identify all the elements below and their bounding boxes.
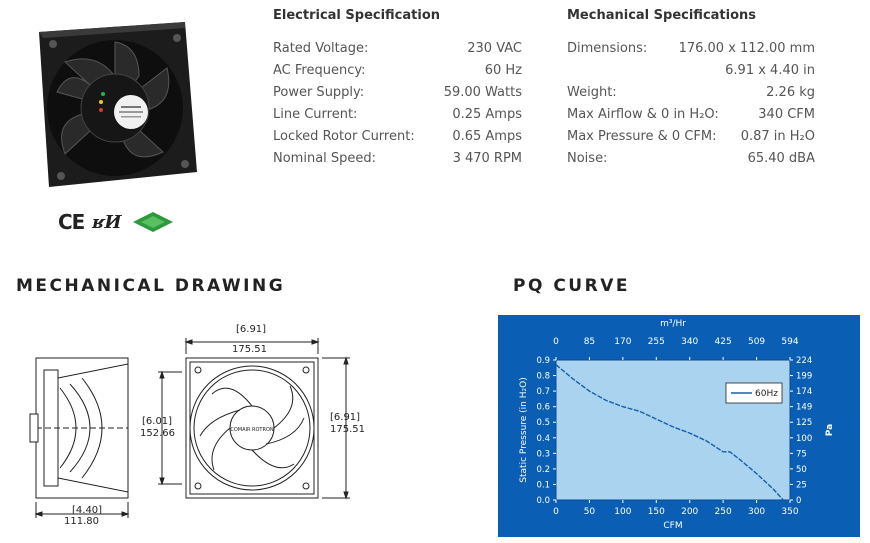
y-tick-label: 0.9	[536, 356, 550, 366]
y2-tick-label: 100	[796, 433, 813, 444]
y2-axis-title: Pa	[825, 423, 835, 437]
plot-area	[556, 360, 790, 500]
inner-height-mm-label: 152.66	[140, 428, 175, 439]
y2-tick-label: 50	[796, 464, 807, 475]
x2-tick-label: 509	[747, 337, 766, 347]
x2-tick-label: 0	[553, 337, 559, 347]
spec-value: 6.91 x 4.40 in	[725, 63, 815, 78]
spec-label: AC Frequency:	[273, 63, 366, 78]
y2-tick-label: 125	[796, 418, 813, 429]
legend-label: 60Hz	[755, 389, 778, 399]
x2-tick-label: 255	[647, 337, 665, 347]
spec-row	[567, 151, 815, 171]
y2-tick-label: 75	[796, 449, 807, 460]
mechanical-spec-title: Mechanical Specifications	[567, 8, 757, 23]
y-tick-label: 0.4	[536, 433, 550, 444]
spec-value: 0.65 Amps	[452, 129, 522, 144]
pq-curve-heading: PQ CURVE	[513, 276, 630, 296]
green-certification-icon	[132, 211, 174, 233]
x-tick-label: 0	[553, 507, 559, 517]
x-axis-title: CFM	[663, 521, 683, 531]
y2-tick-label: 25	[796, 480, 807, 491]
y-tick-label: 0.2	[536, 464, 550, 475]
ul-mark-icon: ʁИ	[92, 212, 122, 233]
y-axis-title: Static Pressure (in H₂O)	[519, 377, 529, 483]
outer-height-inch-label: [6.91]	[330, 412, 361, 423]
spec-row	[273, 107, 522, 127]
spec-value: 2.26 kg	[766, 85, 815, 100]
outer-height-mm-label: 175.51	[330, 424, 365, 435]
spec-row	[273, 41, 522, 61]
hub-logo-label: COMAIR ROTRON	[230, 427, 274, 433]
spec-label: Nominal Speed:	[273, 151, 377, 166]
chart-legend	[726, 383, 782, 403]
x-tick-label: 300	[747, 507, 766, 517]
spec-label: Max Pressure & 0 CFM:	[567, 129, 717, 144]
front-view	[158, 338, 350, 498]
spec-row	[273, 63, 522, 83]
spec-row	[567, 63, 815, 83]
spec-value: 176.00 x 112.00 mm	[678, 41, 815, 56]
product-fan-image	[35, 22, 200, 192]
electrical-spec-table	[273, 41, 522, 171]
spec-value: 3 470 RPM	[452, 151, 522, 166]
spec-label: Locked Rotor Current:	[273, 129, 415, 144]
y2-tick-label: 224	[796, 356, 813, 366]
x-tick-label: 50	[583, 507, 596, 517]
ce-mark-icon: CE	[58, 210, 85, 234]
y-tick-label: 0.7	[536, 387, 550, 398]
y2-tick-label: 174	[796, 387, 813, 398]
certification-marks	[58, 210, 178, 236]
spec-value: 60 Hz	[484, 63, 522, 78]
x2-tick-label: 340	[681, 337, 699, 347]
depth-inch-label: [4.40]	[72, 505, 103, 516]
depth-mm-label: 111.80	[64, 516, 99, 527]
x-tick-label: 150	[647, 507, 665, 517]
x2-tick-label: 594	[781, 337, 799, 347]
x2-tick-label: 425	[714, 337, 732, 347]
spec-label: Max Airflow & 0 in H₂O:	[567, 107, 719, 122]
top-width-mm-label: 175.51	[232, 344, 267, 355]
spec-value: 0.87 in H₂O	[740, 129, 815, 144]
y2-tick-label: 149	[796, 402, 813, 413]
y-tick-label: 0.6	[536, 402, 550, 413]
spec-value: 65.40 dBA	[747, 151, 815, 166]
x2-axis-title: m³/Hr	[660, 319, 686, 329]
x2-tick-label: 170	[614, 337, 632, 347]
spec-value: 230 VAC	[467, 41, 522, 56]
pq-curve-chart	[498, 315, 860, 537]
spec-label: Noise:	[567, 151, 608, 166]
spec-value: 59.00 Watts	[443, 85, 522, 100]
side-view	[30, 358, 128, 518]
spec-label: Weight:	[567, 85, 617, 100]
y-tick-label: 0.3	[536, 449, 550, 460]
y2-tick-label: 0	[796, 496, 802, 506]
spec-label: Power Supply:	[273, 85, 365, 100]
spec-row	[567, 107, 815, 127]
spec-label: Dimensions:	[567, 41, 648, 56]
spec-row	[273, 129, 522, 149]
x2-tick-label: 85	[583, 337, 596, 347]
spec-row	[567, 85, 815, 105]
spec-value: 0.25 Amps	[452, 107, 522, 122]
x-tick-label: 350	[781, 507, 799, 517]
mechanical-drawing	[0, 318, 365, 543]
spec-label: Rated Voltage:	[273, 41, 369, 56]
mechanical-spec-table	[567, 41, 815, 171]
y-tick-label: 0.5	[536, 418, 550, 429]
x-tick-label: 250	[714, 507, 732, 517]
spec-label: Line Current:	[273, 107, 358, 122]
spec-row	[273, 151, 522, 171]
mechanical-drawing-heading: MECHANICAL DRAWING	[16, 276, 286, 296]
spec-row	[567, 129, 815, 149]
electrical-spec-title: Electrical Specification	[273, 8, 441, 23]
y-tick-label: 0.8	[536, 371, 550, 382]
inner-height-inch-label: [6.01]	[142, 416, 173, 427]
x-tick-label: 100	[614, 507, 632, 517]
y2-tick-label: 199	[796, 371, 813, 382]
x-tick-label: 200	[681, 507, 699, 517]
spec-value: 340 CFM	[758, 107, 815, 122]
spec-row	[567, 41, 815, 61]
y-tick-label: 0.0	[536, 496, 550, 506]
top-width-inch-label: [6.91]	[236, 324, 267, 335]
y-tick-label: 0.1	[536, 480, 550, 491]
spec-row	[273, 85, 522, 105]
